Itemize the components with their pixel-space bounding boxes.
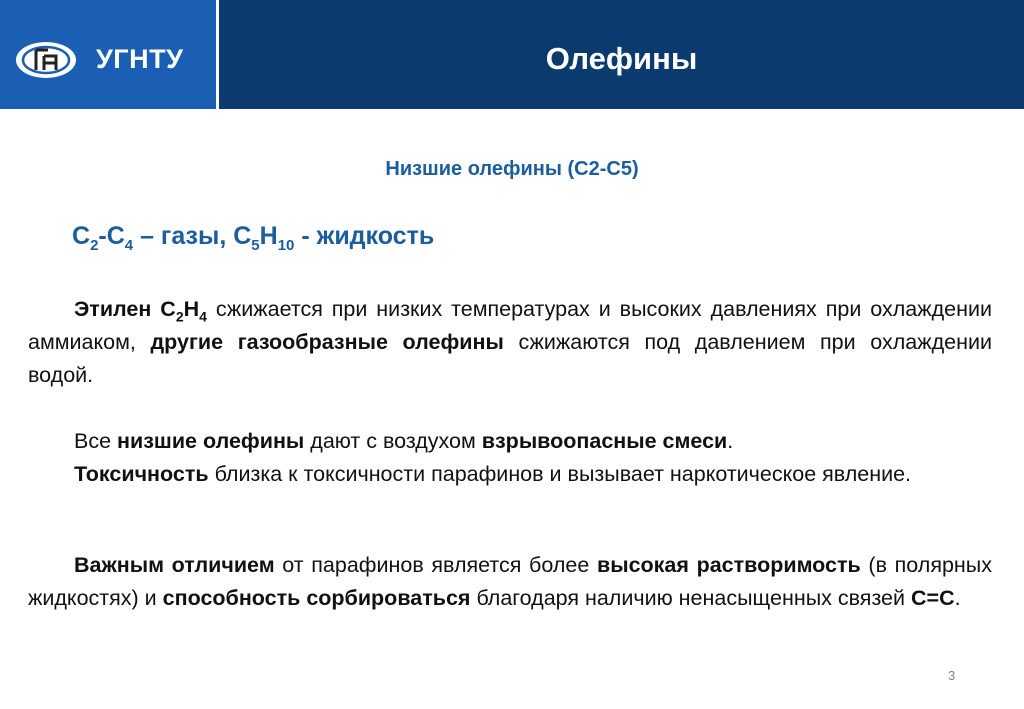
page-number: 3 xyxy=(948,668,956,683)
formula-line: $С_2-С_4$ – газы, $С_5Н_{10}$ - жидкость xyxy=(72,222,435,254)
slide-subtitle: Низшие олефины (С2-С5) xyxy=(385,158,639,180)
paragraph-explosive: Все низшие олефины дают с воздухом взрывоопасные смеси. xyxy=(74,429,734,453)
paragraph-difference: Важным отличием от парафинов является более высокая растворимость (в полярных жидкостях) и способность сорбироваться благодаря наличию ненасыщенных связей С=С. xyxy=(28,553,992,610)
org-name: УГНТУ xyxy=(96,44,184,74)
university-logo xyxy=(14,40,78,80)
slide-title: Олефины xyxy=(545,41,698,76)
paragraph-toxicity: Токсичность близка к токсичности парафинов и вызывает наркотическое явление. xyxy=(74,462,912,486)
paragraph-ethylene: Этилен $С_2Н_4$ сжижается при низких температурах и высоких давлениях при охлаждении аммиаком, другие газообразные олефины сжижаются под давлением при охлаждении водой. xyxy=(28,297,992,387)
